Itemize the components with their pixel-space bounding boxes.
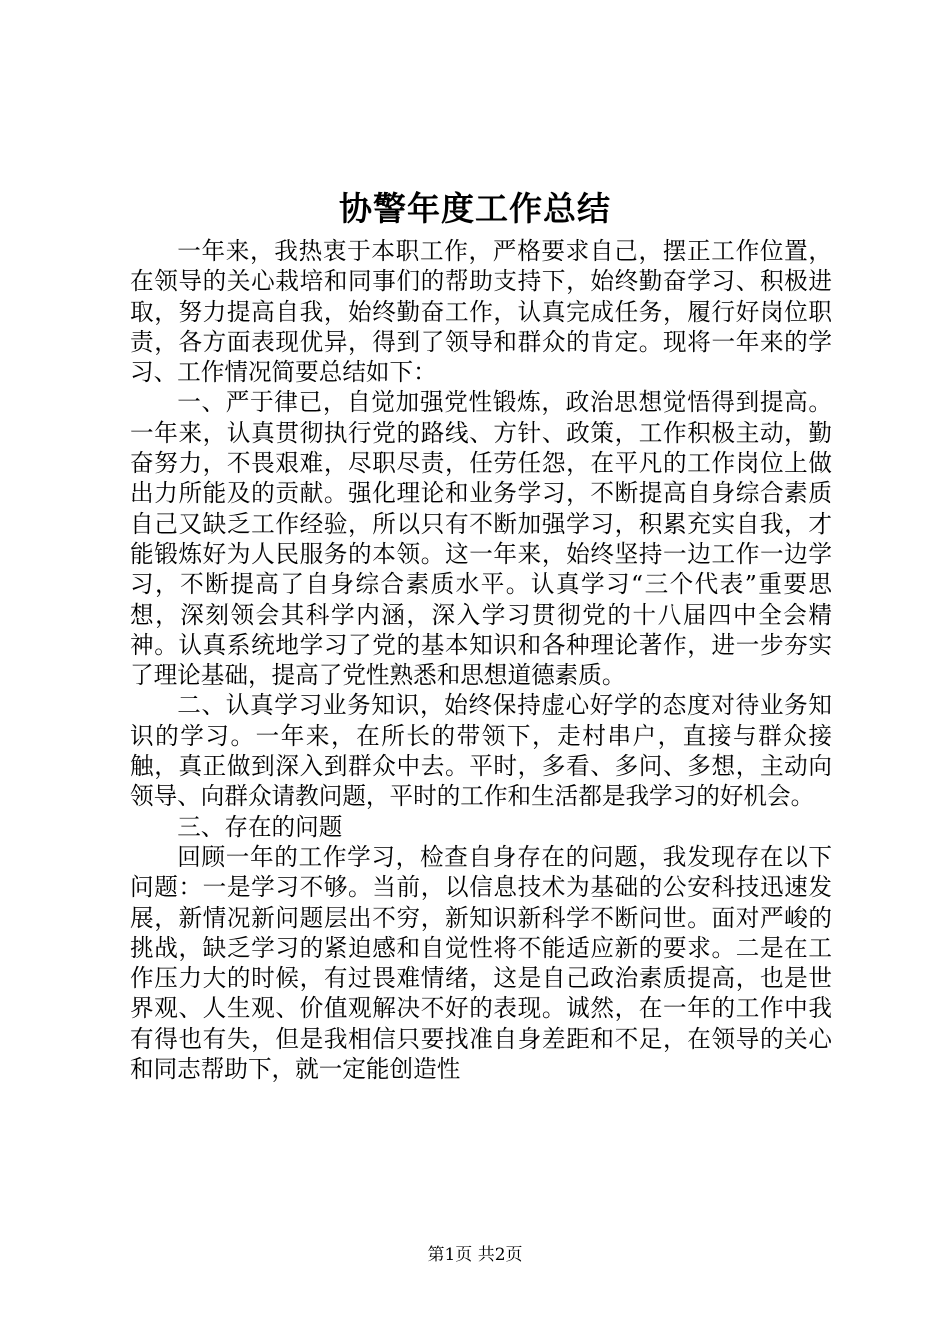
document-body (130, 236, 832, 1084)
document-title: 协警年度工作总结 (339, 189, 611, 228)
paragraph-intro: 一年来，我热衷于本职工作，严格要求自己，摆正工作位置，在领导的关心栽培和同事们的帮助支持下，始终勤奋学习、积极进取，努力提高自我，始终勤奋工作，认真完成任务，履行好岗位职责，各方面表现优异，得到了领导和群众的肯定。现将一年来的学习、工作情况简要总结如下： (130, 237, 832, 387)
paragraph-section-1: 一、严于律已，自觉加强党性锻炼，政治思想觉悟得到提高。一年来，认真贯彻执行党的路线、方针、政策，工作积极主动，勤奋努力，不畏艰难，尽职尽责，任劳任怨，在平凡的工作岗位上做出力所能及的贡献。强化理论和业务学习，不断提高自身综合素质自己又缺乏工作经验，所以只有不断加强学习，积累充实自我，才能锻炼好为人民服务的本领。这一年来，始终坚持一边工作一边学习，不断提高了自身综合素质水平。认真学习“三个代表”重要思想，深刻领会其科学内涵，深入学习贯彻党的十八届四中全会精神。认真系统地学习了党的基本知识和各种理论著作，进一步夯实了理论基础，提高了党性熟悉和思想道德素质。 (130, 388, 832, 690)
paragraph-section-3: 回顾一年的工作学习，检查自身存在的问题，我发现存在以下问题：一是学习不够。当前，以信息技术为基础的公安科技迅速发展，新情况新问题层出不穷，新知识新科学不断问世。面对严峻的挑战，缺乏学习的紧迫感和自觉性将不能适应新的要求。二是在工作压力大的时候，有过畏难情绪，这是自己政治素质提高，也是世界观、人生观、价值观解决不好的表现。诚然，在一年的工作中我有得也有失，但是我相信只要找准自身差距和不足，在领导的关心和同志帮助下，就一定能创造性 (130, 842, 832, 1084)
paragraph-section-2: 二、认真学习业务知识，始终保持虚心好学的态度对待业务知识的学习。一年来，在所长的带领下，走村串户，直接与群众接触，真正做到深入到群众中去。平时，多看、多问、多想，主动向领导、向群众请教问题，平时的工作和生活都是我学习的好机会。 (130, 691, 832, 811)
page-number: 第1页 共2页 (427, 1245, 523, 1265)
heading-section-3: 三、存在的问题 (177, 812, 343, 841)
